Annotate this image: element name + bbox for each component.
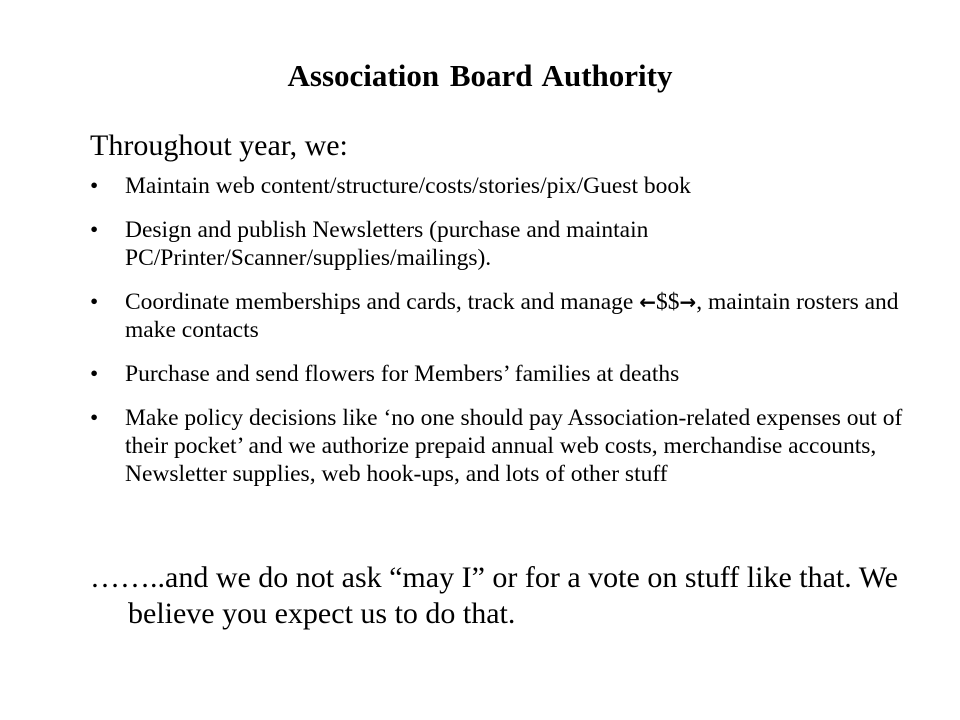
right-arrow-icon: →	[679, 290, 697, 314]
bullet-text-after: , maintain rosters and make contacts	[125, 289, 899, 343]
bullet-item	[90, 216, 920, 272]
bullet-text: Design and publish Newsletters (purchase and maintain PC/Printer/Scanner/supplies/mailings).	[125, 217, 649, 271]
bullet-text: Purchase and send flowers for Members’ families at deaths	[125, 361, 680, 387]
bullet-icon: •	[90, 173, 99, 199]
bullet-icon: •	[90, 361, 99, 387]
bullet-icon: •	[90, 217, 99, 243]
bullet-item	[90, 172, 920, 200]
bullet-text-before: Coordinate memberships and cards, track and manage	[125, 289, 640, 315]
bullet-icon: •	[90, 289, 99, 315]
bullet-icon: •	[90, 405, 99, 431]
money-text: $$	[655, 289, 680, 315]
bullet-item	[90, 288, 920, 344]
bullet-text: Maintain web content/structure/costs/stories/pix/Guest book	[125, 173, 691, 199]
bullet-list	[90, 172, 920, 504]
bullet-item	[90, 404, 920, 488]
left-arrow-icon: ←	[639, 290, 656, 314]
intro-text: Throughout year, we:	[90, 129, 348, 162]
bullet-item	[90, 360, 920, 388]
bullet-text: Make policy decisions like ‘no one should pay Association-related expenses out of their pocket’ and we authorize prepaid annual web costs, merchandise accounts, Newsletter supplies, web hook-ups, and lots of other stuff	[125, 405, 903, 487]
slide-title: Association Board Authority	[287, 58, 673, 93]
closing-text: ……..and we do not ask “may I” or for a vote on stuff like that. We believe you expect us to do that.	[90, 561, 898, 630]
